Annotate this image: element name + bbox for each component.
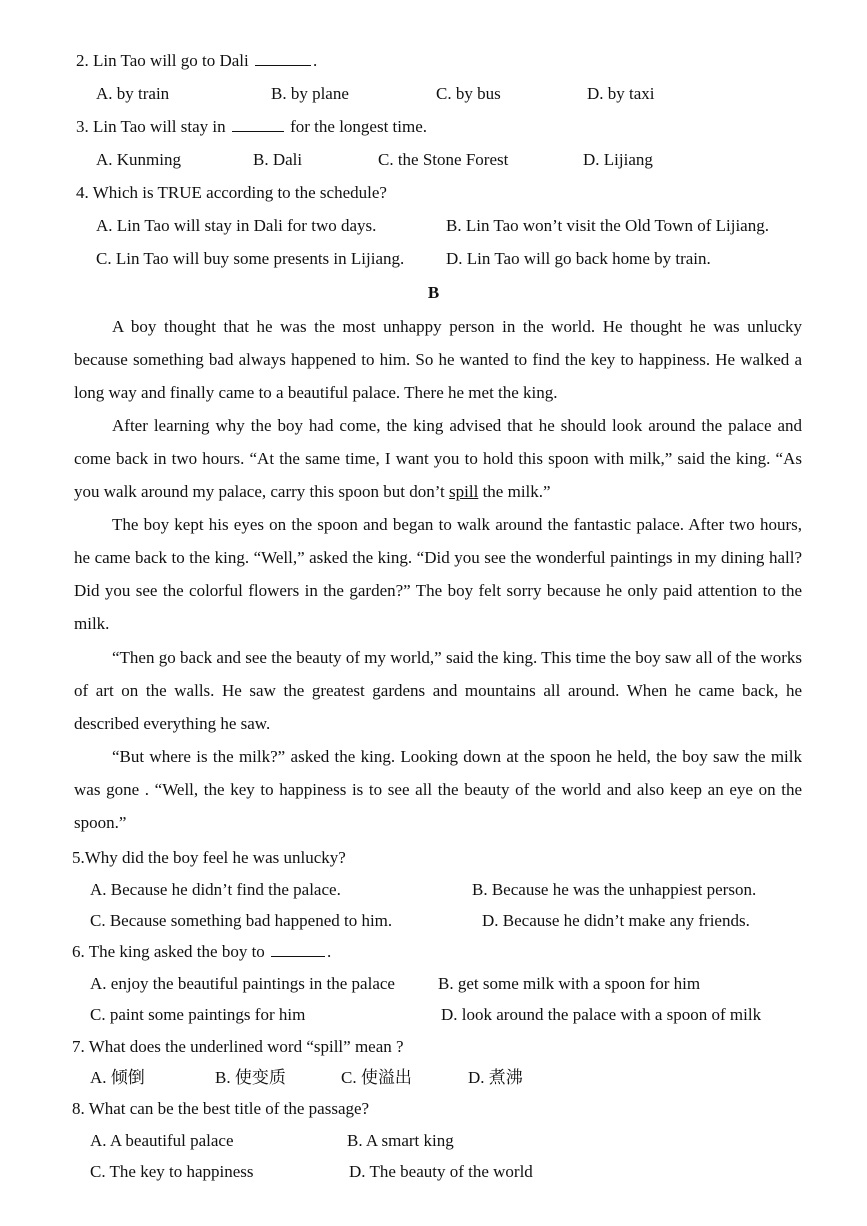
question-7-option-c: C. 使溢出 <box>341 1068 412 1087</box>
question-2-option-b: B. by plane <box>271 84 349 103</box>
question-5-option-a: A. Because he didn’t find the palace. <box>90 880 341 899</box>
passage-paragraph-5: “But where is the milk?” asked the king. Looking down at the spoon he held, the boy saw the milk was gone . “Well, the key to happiness is to see all the beauty of the world and also keep an eye on the spoon.” <box>74 747 802 832</box>
question-5-option-b: B. Because he was the unhappiest person. <box>472 880 757 899</box>
question-2-option-c: C. by bus <box>436 84 501 103</box>
question-8-stem: 8. What can be the best title of the passage? <box>72 1099 370 1118</box>
answer-blank <box>255 50 311 66</box>
question-4-stem: 4. Which is TRUE according to the schedule? <box>76 183 387 202</box>
question-8-option-b: B. A smart king <box>347 1131 454 1150</box>
question-7-option-b: B. 使变质 <box>215 1068 286 1087</box>
passage-paragraph-2: After learning why the boy had come, the king advised that he should look around the palace and come back in two hours. “At the same time, I want you to hold this spoon with milk,” said the king. “As you walk around my palace, carry this spoon but don’t spill the milk.” <box>74 416 802 501</box>
question-6-option-d: D. look around the palace with a spoon of milk <box>441 1005 762 1024</box>
answer-blank <box>232 116 284 132</box>
question-2-option-d: D. by taxi <box>587 84 655 103</box>
underlined-word: spill <box>449 482 479 501</box>
answer-blank <box>271 941 325 957</box>
question-7-option-a: A. 倾倒 <box>90 1068 145 1087</box>
passage-paragraph-1: A boy thought that he was the most unhappy person in the world. He thought he was unlucky because something bad always happened to him. So he wanted to find the key to happiness. He walked a long way and finally came to a beautiful palace. There he met the king. <box>74 317 802 402</box>
question-8-option-d: D. The beauty of the world <box>349 1162 533 1181</box>
question-2-stem: 2. Lin Tao will go to Dali . <box>76 51 318 70</box>
question-3-stem: 3. Lin Tao will stay in for the longest time. <box>76 117 428 136</box>
question-4-option-d: D. Lin Tao will go back home by train. <box>446 249 711 268</box>
question-7-stem: 7. What does the underlined word “spill” mean ? <box>72 1037 404 1056</box>
question-6-stem: 6. The king asked the boy to . <box>72 942 332 961</box>
question-7-option-d: D. 煮沸 <box>468 1068 523 1087</box>
question-8-option-c: C. The key to happiness <box>90 1162 254 1181</box>
question-4-option-b: B. Lin Tao won’t visit the Old Town of Lijiang. <box>446 216 769 235</box>
passage-paragraph-3: The boy kept his eyes on the spoon and began to walk around the fantastic palace. After two hours, he came back to the king. “Well,” asked the king. “Did you see the wonderful paintings in my dining hall? Did you see the colorful flowers in the garden?” The boy felt sorry because he only paid attention to the milk. <box>74 515 802 633</box>
question-3-option-a: A. Kunming <box>96 150 181 169</box>
question-5-stem: 5.Why did the boy feel he was unlucky? <box>72 848 346 867</box>
question-5-option-d: D. Because he didn’t make any friends. <box>482 911 750 930</box>
question-4-option-a: A. Lin Tao will stay in Dali for two days. <box>96 216 377 235</box>
question-4-option-c: C. Lin Tao will buy some presents in Lijiang. <box>96 249 405 268</box>
passage-paragraph-4: “Then go back and see the beauty of my world,” said the king. This time the boy saw all of the works of art on the walls. He saw the greatest gardens and mountains all around. When he came back, he described everything he saw. <box>74 648 802 733</box>
question-8-option-a: A. A beautiful palace <box>90 1131 234 1150</box>
question-3-option-b: B. Dali <box>253 150 303 169</box>
question-6-option-a: A. enjoy the beautiful paintings in the palace <box>90 974 395 993</box>
question-3-option-c: C. the Stone Forest <box>378 150 509 169</box>
question-6-option-b: B. get some milk with a spoon for him <box>438 974 701 993</box>
question-5-option-c: C. Because something bad happened to him. <box>90 911 393 930</box>
question-3-option-d: D. Lijiang <box>583 150 653 169</box>
section-heading: B <box>427 283 440 302</box>
question-6-option-c: C. paint some paintings for him <box>90 1005 306 1024</box>
question-2-option-a: A. by train <box>96 84 170 103</box>
